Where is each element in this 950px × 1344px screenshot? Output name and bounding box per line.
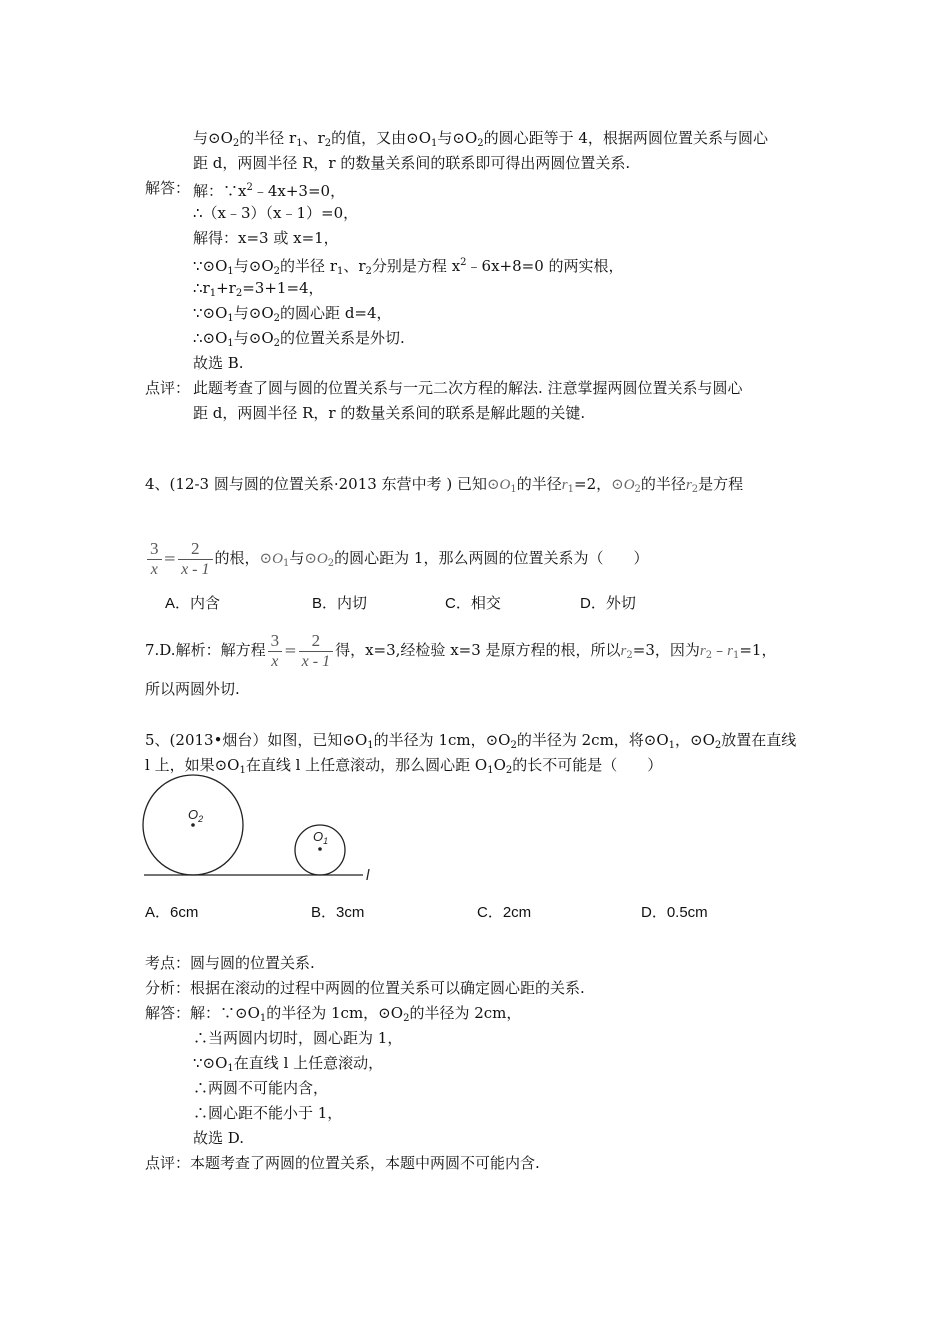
q5-step3: $\because⊙O_1$在直线 l 上任意滚动， <box>193 1054 384 1074</box>
q5-dianping: 点评：本题考查了两圆的位置关系，本题中两圆不可能内含. <box>145 1154 540 1172</box>
label-o2: $O_2$ <box>188 807 204 824</box>
q5-question-line2: l 上，如果$⊙O_1$在直线 l 上任意滚动，那么圆心距 $O_1O_2$的长不可能是（ ） <box>145 756 663 776</box>
q3-step1: 解：$\because x^2﹣4x+3=0$， <box>193 182 346 200</box>
q5-option-c: C．2cm <box>477 904 532 921</box>
center-o2-dot <box>191 823 195 827</box>
q3-step2: ∴（x﹣3）（x﹣1）=0， <box>193 204 359 222</box>
q3-analysis-line2: 距 d，两圆半径 R，r 的数量关系间的联系即可得出两圆位置关系. <box>193 154 631 172</box>
q3-analysis-line1: 与$⊙O_2$的半径 $r_1$、$r_2$的值，又由$⊙O_1$与$⊙O_2$的圆心距等于 4，根据两圆位置关系与圆心 <box>193 129 768 149</box>
q5-step6: 故选 D. <box>193 1129 245 1147</box>
q3-step5: $\therefore r_1+r_2=3+1=4$， <box>193 279 324 299</box>
q4-solution-line1: 7.D.解析：解方程 $\frac{3}{x}$ = $\frac{2}{x - 1}$ 得，x=3,经检验 x=3 是原方程的根，所以$r_2=3$，因为$r_2﹣r_1=1$， <box>145 630 777 670</box>
q3-comment-line2: 距 d，两圆半径 R，r 的数量关系间的联系是解此题的关键. <box>193 404 586 422</box>
q4-solution-line2: 所以两圆外切. <box>145 680 240 698</box>
q5-kaodian: 考点：圆与圆的位置关系. <box>145 954 315 972</box>
label-o1: $O_1$ <box>313 829 329 846</box>
solution-fraction-2-over-x-minus-1: $\frac{2}{x - 1}$ <box>299 631 333 672</box>
q3-comment-line1: 此题考查了圆与圆的位置关系与一元二次方程的解法. 注意掌握两圆位置关系与圆心 <box>193 379 743 397</box>
q3-comment-label: 点评： <box>145 379 191 397</box>
q5-option-d: D．0.5cm <box>641 904 708 921</box>
solution-fraction-3-over-x: $\frac{3}{x}$ <box>268 631 283 672</box>
q3-step3: 解得：x=3 或 x=1， <box>193 229 339 247</box>
q5-step4: ∴两圆不可能内含， <box>193 1079 329 1097</box>
q5-option-a: A．6cm <box>145 904 199 921</box>
q3-step6: $\because⊙O_1$与$⊙O_2$的圆心距 d=4， <box>193 304 392 324</box>
fraction-3-over-x: $\frac{3}{x}$ <box>147 539 162 580</box>
q4-option-d: D．外切 <box>580 595 636 612</box>
q5-option-b: B．3cm <box>311 904 365 921</box>
center-o1-dot <box>318 847 322 851</box>
q5-jieda: 解答：解：$\because⊙O_1$的半径为 1cm，$⊙O_2$的半径为 2cm， <box>145 1004 522 1024</box>
q3-step8: 故选 B. <box>193 354 244 372</box>
q5-step5: ∴圆心距不能小于 1， <box>193 1104 343 1122</box>
q3-step4: $\because⊙O_1$与$⊙O_2$的半径 $r_1$、$r_2$分别是方程 $x^2﹣6x+8=0$ 的两实根， <box>193 257 624 277</box>
two-circles-figure <box>138 770 388 890</box>
q3-answer-label: 解答： <box>145 179 191 197</box>
label-l: l <box>366 867 370 884</box>
q5-question-line1: 5、(2013•烟台）如图，已知$⊙O_1$的半径为 1cm，$⊙O_2$的半径为 2cm，将$⊙O_1$，$⊙O_2$放置在直线 <box>145 731 797 751</box>
q5-step2: ∴当两圆内切时，圆心距为 1， <box>193 1029 403 1047</box>
q4-option-b: B．内切 <box>312 595 368 612</box>
q3-step7: $\therefore⊙O_1$与$⊙O_2$的位置关系是外切. <box>193 329 405 349</box>
q4-question-line2: $\frac{3}{x}$ = $\frac{2}{x - 1}$ 的根，$⊙O_1$与$⊙O_2$的圆心距为 1，那么两圆的位置关系为（ ） <box>145 536 648 586</box>
q4-option-a: A．内含 <box>165 595 221 612</box>
fraction-2-over-x-minus-1: $\frac{2}{x - 1}$ <box>178 539 212 580</box>
q5-fenxi: 分析：根据在滚动的过程中两圆的位置关系可以确定圆心距的关系. <box>145 979 585 997</box>
q4-question-line1: 4、(12-3 圆与圆的位置关系·2013 东营中考 ) 已知$⊙O_1$的半径$r_1=2$，$⊙O_2$的半径$r_2$是方程 <box>145 475 744 495</box>
q4-option-c: C．相交 <box>445 595 501 612</box>
